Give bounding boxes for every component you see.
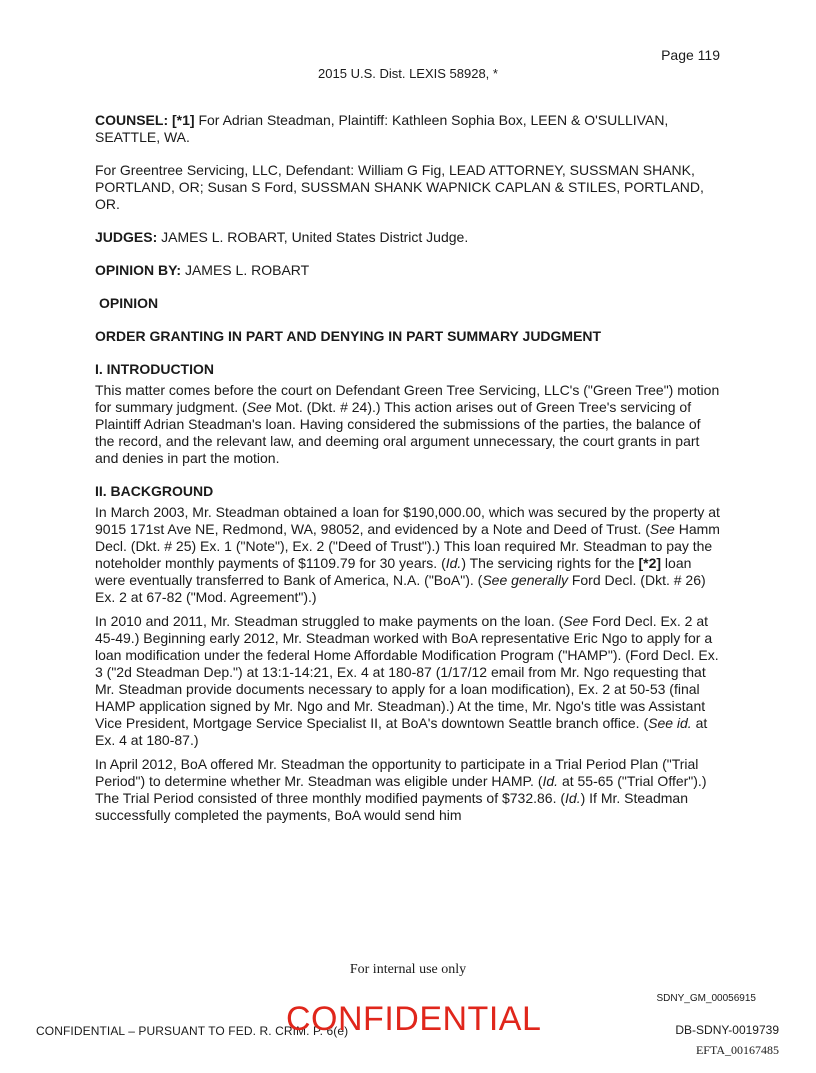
internal-use-notice: For internal use only <box>349 962 467 977</box>
opinion-by-label: OPINION BY: <box>95 262 182 278</box>
opinion-by-line <box>95 262 721 279</box>
background-heading: II. BACKGROUND <box>95 483 214 499</box>
background-paragraph-3: In April 2012, BoA offered Mr. Steadman the opportunity to participate in a Trial Period Plan ("Trial Period") to determine whether Mr. Steadman was eligible under HAMP. (Id. at 55-65 ("Trial Offer").) The Trial Period consisted of three monthly modified payments of $732.86. (Id.) If Mr. Steadman successfully completed the payments, BoA would send him <box>95 756 707 823</box>
counsel-label: COUNSEL: <box>95 112 169 128</box>
judges-line <box>95 229 721 246</box>
opinion-by-text: JAMES L. ROBART <box>184 262 310 278</box>
confidential-watermark: CONFIDENTIAL <box>286 1000 542 1038</box>
counsel-defendant: For Greentree Servicing, LLC, Defendant: William G Fig, LEAD ATTORNEY, SUSSMAN SHANK, PORTLAND, OR; Susan S Ford, SUSSMAN SHANK WAPNICK CAPLAN & STILES, PORTLAND, OR. <box>95 162 704 212</box>
judges-label: JUDGES: <box>95 229 158 245</box>
page-number: Page 119 <box>661 47 720 63</box>
background-paragraph-1: In March 2003, Mr. Steadman obtained a loan for $190,000.00, which was secured by the property at 9015 171st Ave NE, Redmond, WA, 98052, and evidenced by a Note and Deed of Trust. (See Hamm Decl. (Dkt. # 25) Ex. 1 ("Note"), Ex. 2 ("Deed of Trust").) This loan required Mr. Steadman to pay the noteholder monthly payments of $1109.79 for 30 years. (Id.) The servicing rights for the [*2] loan were eventually transferred to Bank of America, N.A. ("BoA"). (See generally Ford Decl. (Dkt. # 26) Ex. 2 at 67-82 ("Mod. Agreement").) <box>95 504 720 605</box>
counsel-plaintiff-text: For Adrian Steadman, Plaintiff: Kathleen Sophia Box, LEEN & O'SULLIVAN, SEATTLE, WA. <box>95 112 669 145</box>
opinion-heading: OPINION <box>99 295 159 311</box>
star-page-marker: [*1] <box>172 112 195 128</box>
introduction-heading: I. INTRODUCTION <box>95 361 214 377</box>
db-sdny-number: DB-SDNY-0019739 <box>675 1023 779 1037</box>
star-page-marker: [*2] <box>638 555 662 571</box>
order-heading: ORDER GRANTING IN PART AND DENYING IN PART SUMMARY JUDGMENT <box>95 328 602 344</box>
background-paragraph-2: In 2010 and 2011, Mr. Steadman struggled to make payments on the loan. (See Ford Decl. Ex. 2 at 45-49.) Beginning early 2012, Mr. Steadman worked with BoA representative Eric Ngo to apply for a loan modification under the federal Home Affordable Modification Program ("HAMP"). (Ford Decl. Ex. 3 ("2d Steadman Dep.") at 13:1-14:21, Ex. 4 at 180-87 (1/17/12 email from Mr. Ngo requesting that Mr. Steadman provide documents necessary to apply for a loan modification), Ex. 2 at 50-53 (final HAMP application signed by Mr. Ngo and Mr. Steadman).) At the time, Mr. Ngo's title was Assistant Vice President, Mortgage Service Specialist II, at BoA's downtown Seattle branch office. (See id. at Ex. 4 at 180-87.) <box>95 613 719 748</box>
judges-text: JAMES L. ROBART, United States District Judge. <box>161 229 469 245</box>
counsel-plaintiff <box>95 112 721 146</box>
confidentiality-notice: CONFIDENTIAL – PURSUANT TO FED. R. CRIM. P. 6(e) <box>36 1024 349 1038</box>
introduction-paragraph: This matter comes before the court on Defendant Green Tree Servicing, LLC's ("Green Tree") motion for summary judgment. (See Mot. (Dkt. # 24).) This action arises out of Green Tree's servicing of Plaintiff Adrian Steadman's loan. Having considered the submissions of the parties, the balance of the record, and the relevant law, and deeming oral argument unnecessary, the court grants in part and denies in part the motion. <box>95 382 720 466</box>
document-body <box>95 112 721 831</box>
efta-number: EFTA_00167485 <box>695 1043 779 1057</box>
case-citation: 2015 U.S. Dist. LEXIS 58928, * <box>318 66 498 81</box>
bates-stamp: SDNY_GM_00056915 <box>656 993 756 1004</box>
